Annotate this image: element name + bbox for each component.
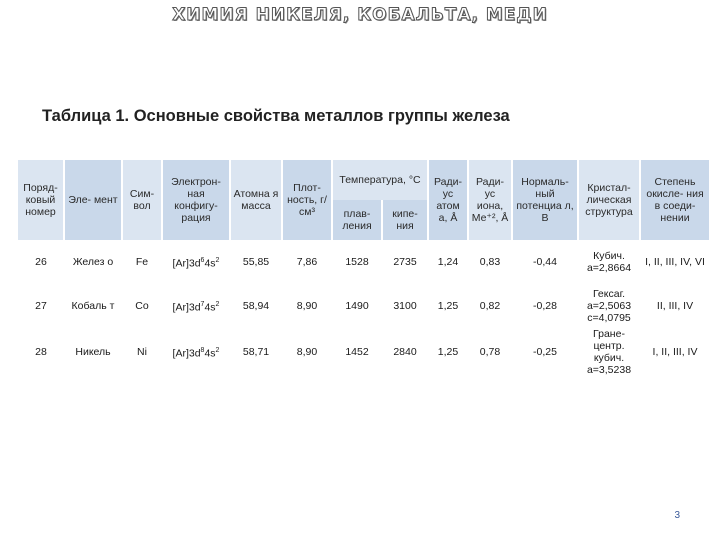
cell-density: 8,90: [296, 300, 318, 312]
cell-oxidation: II, III, IV: [656, 300, 694, 312]
cell-order: 27: [35, 300, 47, 312]
header-symbol: Сим- вол: [122, 160, 162, 240]
cell-oxidation: I, II, III, IV, VI: [640, 240, 710, 284]
cell-symbol: Co: [135, 300, 149, 312]
header-oxidation: Степень окисле- ния в соеди- нении: [640, 160, 710, 240]
header-density: Плот- ность, г/см³: [282, 160, 332, 240]
cell-atomic-radius: 1,25: [428, 328, 468, 376]
cell-potential: -0,28: [533, 300, 557, 312]
header-melting: плав- ления: [332, 200, 382, 240]
cell-config: $[Ar]3d^84s^2$: [162, 328, 230, 376]
header-temperature: Температура, °С: [332, 160, 428, 200]
table-row: [18, 284, 710, 328]
cell-boiling: 2735: [382, 240, 428, 284]
header-boiling: кипе- ния: [382, 200, 428, 240]
cell-melting: 1452: [332, 328, 382, 376]
cell-density: 7,86: [282, 240, 332, 284]
cell-order: 28: [18, 328, 64, 376]
header-atomic-radius: Ради- ус атом а, Å: [428, 160, 468, 240]
cell-mass: 58,71: [230, 328, 282, 376]
table-row: [18, 328, 710, 376]
header-structure: Кристал- лическая структура: [578, 160, 640, 240]
cell-structure: Кубич. а=2,8664: [578, 240, 640, 284]
cell-config: $[Ar]3d^74s^2$: [172, 300, 220, 314]
slide-title: ХИМИЯ НИКЕЛЯ, КОБАЛЬТА, МЕДИ: [172, 5, 548, 25]
cell-oxidation: I, II, III, IV: [640, 328, 710, 376]
cell-atomic-radius: 1,25: [437, 300, 459, 312]
header-order: Поряд- ковый номер: [18, 160, 64, 240]
cell-element: Никель: [64, 328, 122, 376]
cell-order: 26: [18, 240, 64, 284]
table-caption: Таблица 1. Основные свойства металлов группы железа: [42, 107, 510, 125]
header-element: Эле- мент: [64, 160, 122, 240]
cell-potential: -0,25: [512, 328, 578, 376]
cell-boiling: 2840: [382, 328, 428, 376]
cell-melting: 1490: [345, 300, 369, 312]
cell-structure: Гексаг. а=2,5063 с=4,0795: [586, 288, 632, 324]
cell-element: Кобаль т: [71, 300, 115, 312]
cell-mass: 58,94: [242, 300, 270, 312]
cell-potential: -0,44: [512, 240, 578, 284]
cell-atomic-radius: 1,24: [428, 240, 468, 284]
cell-ion-radius: 0,78: [468, 328, 512, 376]
header-config: Электрон- ная конфигу- рация: [162, 160, 230, 240]
header-ion-radius: Ради- ус иона, Ме⁺², Å: [468, 160, 512, 240]
cell-symbol: Ni: [122, 328, 162, 376]
cell-symbol: Fe: [122, 240, 162, 284]
cell-structure: Гране- центр. кубич. а=3,5238: [578, 328, 640, 376]
page-number: 3: [674, 510, 680, 521]
cell-boiling: 3100: [393, 300, 417, 312]
cell-melting: 1528: [332, 240, 382, 284]
cell-element: Желез о: [64, 240, 122, 284]
cell-ion-radius: 0,82: [479, 300, 501, 312]
cell-density: 8,90: [282, 328, 332, 376]
properties-table: [18, 160, 711, 376]
cell-config: $[Ar]3d^64s^2$: [162, 240, 230, 284]
header-mass: Атомна я масса: [230, 160, 282, 240]
table-row: [18, 240, 710, 284]
cell-mass: 55,85: [230, 240, 282, 284]
cell-ion-radius: 0,83: [468, 240, 512, 284]
header-potential: Нормаль- ный потенциа л, В: [512, 160, 578, 240]
